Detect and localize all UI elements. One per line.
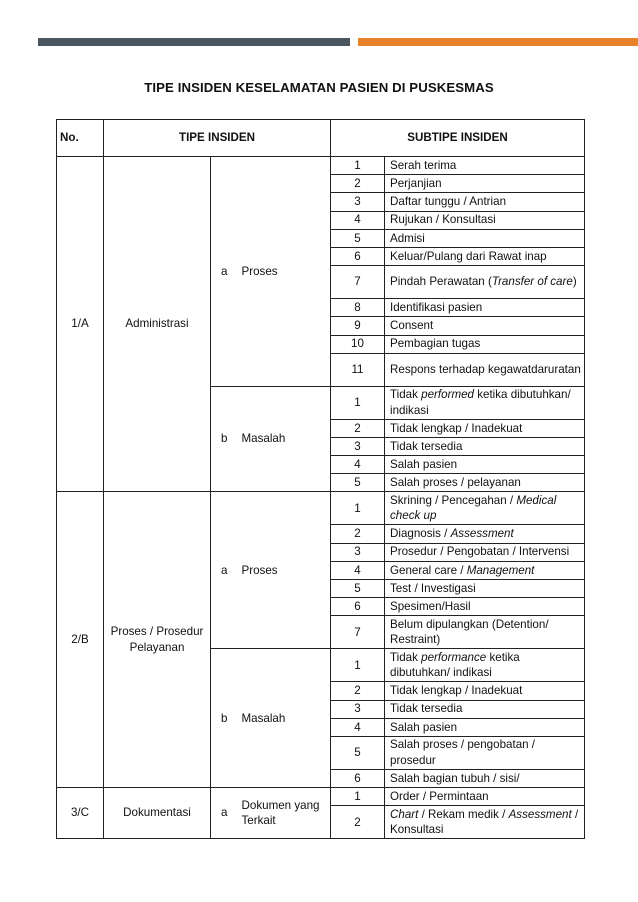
section-letter: a xyxy=(211,492,238,649)
subtype-number: 2 xyxy=(331,525,385,543)
table-row xyxy=(57,157,585,175)
subtype-text: Keluar/Pulang dari Rawat inap xyxy=(385,247,585,265)
subtype-number: 6 xyxy=(331,598,385,616)
subtype-number: 5 xyxy=(331,474,385,492)
subtype-number: 6 xyxy=(331,247,385,265)
section-label: Masalah xyxy=(238,386,331,492)
subtype-text: Salah bagian tubuh / sisi/ xyxy=(385,769,585,787)
subtype-text: Salah pasien xyxy=(385,456,585,474)
subtype-number: 5 xyxy=(331,736,385,769)
subtype-number: 6 xyxy=(331,769,385,787)
table-row xyxy=(57,788,585,806)
subtype-number: 7 xyxy=(331,616,385,649)
group-number: 1/A xyxy=(57,157,104,492)
subtype-text: Tidak lengkap / Inadekuat xyxy=(385,682,585,700)
subtype-text: Daftar tunggu / Antrian xyxy=(385,193,585,211)
subtype-text: Rujukan / Konsultasi xyxy=(385,211,585,229)
subtype-number: 5 xyxy=(331,580,385,598)
subtype-text: Perjanjian xyxy=(385,175,585,193)
table-row xyxy=(57,492,585,525)
subtype-number: 2 xyxy=(331,682,385,700)
subtype-text: Identifikasi pasien xyxy=(385,299,585,317)
subtype-text: Spesimen/Hasil xyxy=(385,598,585,616)
group-type: Administrasi xyxy=(104,157,211,492)
subtype-text: General care / Management xyxy=(385,561,585,579)
subtype-number: 1 xyxy=(331,386,385,419)
subtype-text: Chart / Rekam medik / Assessment / Konsultasi xyxy=(385,806,585,839)
subtype-text: Pembagian tugas xyxy=(385,335,585,353)
subtype-text: Tidak performance ketika dibutuhkan/ indikasi xyxy=(385,649,585,682)
subtype-text: Skrining / Pencegahan / Medical check up xyxy=(385,492,585,525)
section-label: Dokumen yang Terkait xyxy=(238,788,331,839)
subtype-number: 4 xyxy=(331,211,385,229)
subtype-text: Tidak tersedia xyxy=(385,700,585,718)
subtype-text: Salah proses / pengobatan / prosedur xyxy=(385,736,585,769)
table-header-row xyxy=(57,120,585,157)
subtype-text: Tidak performed ketika dibutuhkan/ indikasi xyxy=(385,386,585,419)
header-bar-orange xyxy=(358,38,638,46)
section-letter: b xyxy=(211,386,238,492)
subtype-number: 4 xyxy=(331,456,385,474)
subtype-text: Diagnosis / Assessment xyxy=(385,525,585,543)
subtype-number: 8 xyxy=(331,299,385,317)
subtype-number: 11 xyxy=(331,353,385,386)
page-title: TIPE INSIDEN KESELAMATAN PASIEN DI PUSKESMAS xyxy=(144,80,494,95)
subtype-number: 9 xyxy=(331,317,385,335)
subtype-text: Order / Permintaan xyxy=(385,788,585,806)
subtype-text: Consent xyxy=(385,317,585,335)
subtype-number: 2 xyxy=(331,175,385,193)
subtype-number: 3 xyxy=(331,543,385,561)
subtype-text: Prosedur / Pengobatan / Intervensi xyxy=(385,543,585,561)
subtype-number: 1 xyxy=(331,788,385,806)
header-subtipe: SUBTIPE INSIDEN xyxy=(331,120,585,157)
subtype-number: 5 xyxy=(331,229,385,247)
subtype-number: 3 xyxy=(331,193,385,211)
subtype-number: 7 xyxy=(331,266,385,299)
section-letter: a xyxy=(211,788,238,839)
header-tipe: TIPE INSIDEN xyxy=(104,120,331,157)
group-type: Proses / Prosedur Pelayanan xyxy=(104,492,211,788)
subtype-number: 10 xyxy=(331,335,385,353)
section-label: Proses xyxy=(238,157,331,387)
group-number: 2/B xyxy=(57,492,104,788)
group-type: Dokumentasi xyxy=(104,788,211,839)
subtype-text: Test / Investigasi xyxy=(385,580,585,598)
subtype-text: Tidak lengkap / Inadekuat xyxy=(385,419,585,437)
subtype-number: 4 xyxy=(331,718,385,736)
subtype-text: Pindah Perawatan (Transfer of care) xyxy=(385,266,585,299)
section-letter: a xyxy=(211,157,238,387)
section-letter: b xyxy=(211,649,238,788)
section-label: Masalah xyxy=(238,649,331,788)
subtype-number: 2 xyxy=(331,419,385,437)
subtype-number: 3 xyxy=(331,437,385,455)
header-no: No. xyxy=(57,120,104,157)
subtype-text: Belum dipulangkan (Detention/ Restraint) xyxy=(385,616,585,649)
subtype-text: Admisi xyxy=(385,229,585,247)
subtype-text: Serah terima xyxy=(385,157,585,175)
incident-table xyxy=(56,119,585,839)
section-label: Proses xyxy=(238,492,331,649)
subtype-text: Salah proses / pelayanan xyxy=(385,474,585,492)
subtype-number: 2 xyxy=(331,806,385,839)
group-number: 3/C xyxy=(57,788,104,839)
subtype-number: 4 xyxy=(331,561,385,579)
subtype-number: 1 xyxy=(331,492,385,525)
subtype-text: Salah pasien xyxy=(385,718,585,736)
subtype-text: Tidak tersedia xyxy=(385,437,585,455)
header-bar-dark xyxy=(38,38,350,46)
subtype-number: 3 xyxy=(331,700,385,718)
subtype-number: 1 xyxy=(331,157,385,175)
subtype-text: Respons terhadap kegawatdaruratan xyxy=(385,353,585,386)
subtype-number: 1 xyxy=(331,649,385,682)
